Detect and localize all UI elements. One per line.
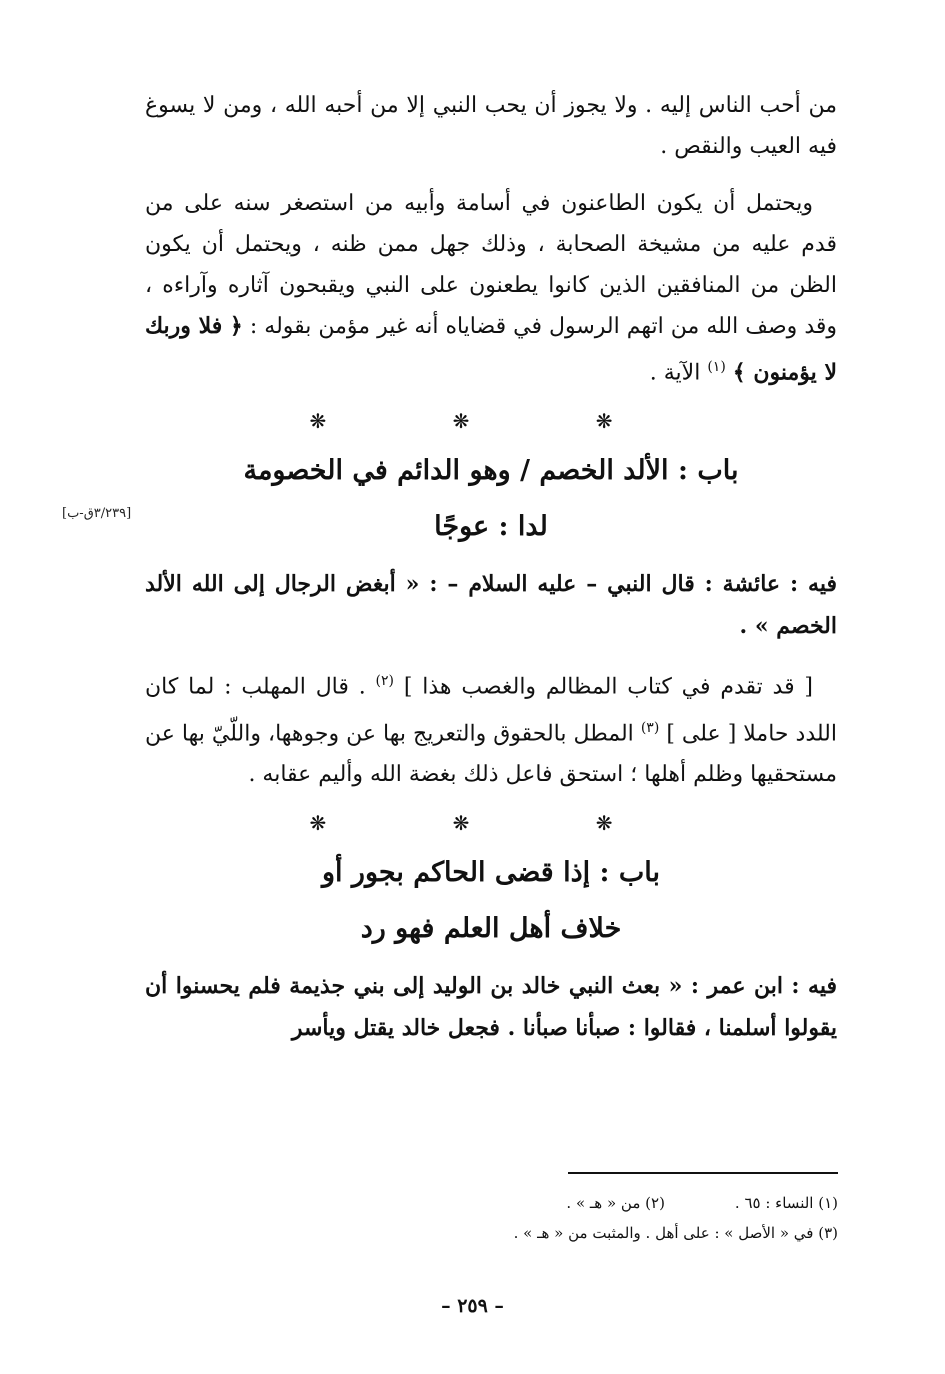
paragraph-4 (145, 661, 837, 795)
footnote-divider (568, 1172, 838, 1174)
paragraph-4-part-1: [ قد تقدم في كتاب المظالم والغصب هذا ] (403, 674, 814, 700)
paragraph-2-end: الآية . (649, 360, 701, 386)
paragraph-2 (145, 183, 837, 393)
chapter-heading-1-line-1: باب : الألد الخصم / وهو الدائم في الخصومة (243, 455, 739, 487)
paragraph-4-part-2: . قال المهلب : لما كان اللدد حاملا [ على ] (145, 674, 837, 746)
section-separator-1: ❋ ❋ ❋ (309, 409, 673, 434)
footnote-ref-3[interactable]: (٣) (640, 719, 660, 736)
footnote-ref-2[interactable]: (٢) (375, 673, 395, 690)
section-separator-2: ❋ ❋ ❋ (309, 810, 673, 835)
footnote-row-1 (380, 1188, 838, 1218)
paragraph-1: من أحب الناس إليه . ولا يجوز أن يحب النبي إلا من أحبه الله ، ومن لا يسوغ فيه العيب والنقص . (145, 93, 837, 159)
paragraph-5: فيه : ابن عمر : « بعث النبي خالد بن الوليد إلى بني جذيمة فلم يحسنوا أن يقولوا أسلمنا ، فقالوا : صبأنا صبأنا . فجعل خالد يقتل ويأسر (145, 972, 837, 1041)
paragraph-4-part-3: المطل بالحقوق والتعريج بها عن وجوهها، واللّيّ بها عن مستحقيها وظلم أهلها ؛ استحق فاعل ذلك بغضة الله وأليم عقابه . (145, 720, 837, 787)
paragraph-3: فيه : عائشة : قال النبي – عليه السلام – : « أبغض الرجال إلى الله الألد الخصم » . (145, 571, 837, 640)
manuscript-margin-note: [٣/٢٣٩ق-ب] (62, 506, 132, 521)
chapter-heading-2-line-2: خلاف أهل العلم فهو رد (360, 912, 622, 944)
footnotes (380, 1188, 838, 1248)
paragraph-2-text: ويحتمل أن يكون الطاعنون في أسامة وأبيه من استصغر سنه على من قدم عليه من مشيخة الصحابة ، وذلك جهل ممن ظنه ، ويحتمل أن يكون الظن من المنافقين الذين كانوا يطعنون على النبي ويقبحون آثاره وآراءه ، وقد وصف الله من اتهم الرسول في قضاياه أنه غير مؤمن بقوله : (145, 191, 838, 339)
footnote-2: (٢) من « هـ » . (566, 1194, 665, 1212)
quran-quote: ﴿ فلا وربك لا يؤمنون ﴾ (145, 313, 837, 386)
page-body (145, 85, 837, 1063)
chapter-heading-2-line-1: باب : إذا قضى الحاكم بجور أو (321, 856, 661, 888)
chapter-heading-1-line-2: لدا : عوجًا (434, 511, 548, 543)
footnote-3: (٣) في « الأصل » : على أهل . والمثبت من « هـ » . (513, 1224, 838, 1242)
page-number: – ٢٥٩ – (441, 1295, 504, 1317)
footnote-1: (١) النساء : ٦٥ . (734, 1194, 838, 1212)
footnote-ref-1[interactable]: (١) (707, 359, 726, 375)
